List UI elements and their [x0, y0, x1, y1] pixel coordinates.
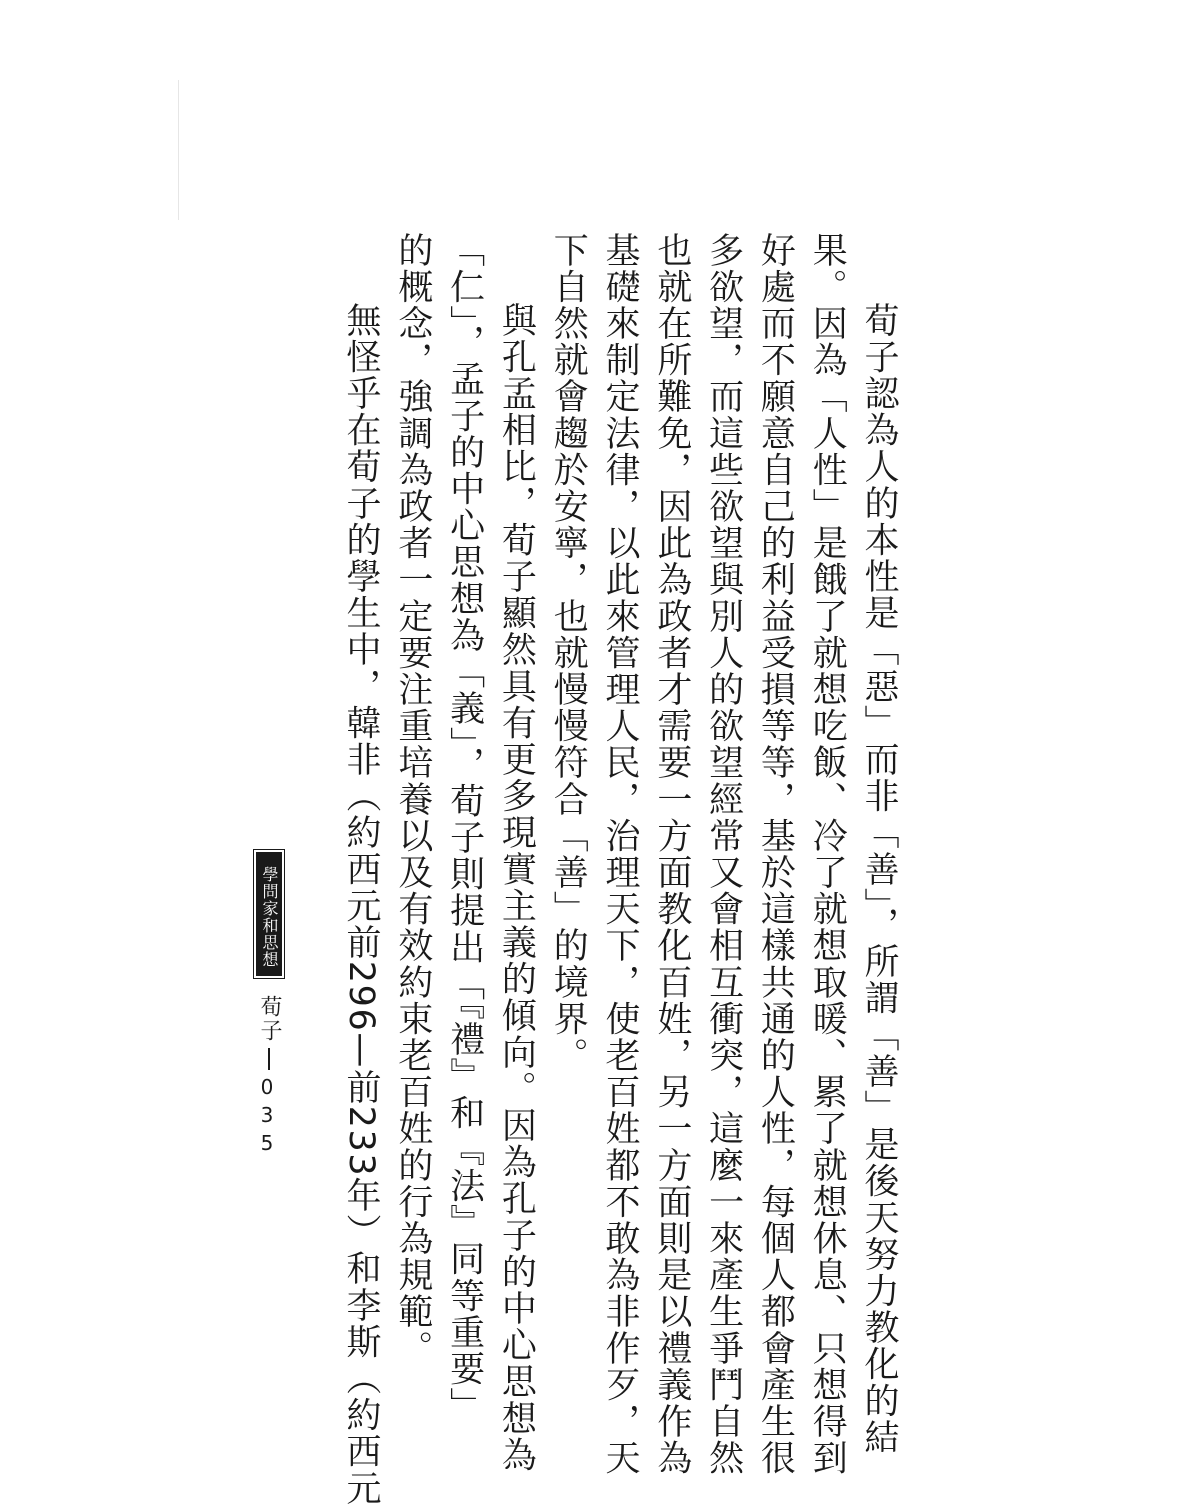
- paragraph-line: 無怪乎在荀子的學生中，韓非（約西元前296—前233年）和李斯（約西元: [341, 302, 382, 1507]
- paragraph-line: 基礎來制定法律，以此來管理人民，治理天下，使老百姓都不敢為非作歹，天: [600, 232, 641, 1477]
- paragraph-line: 的概念，強調為政者一定要注重培養以及有效約束老百姓的行為規範。: [392, 232, 433, 1367]
- paragraph-line: 好處而不願意自己的利益受損等等，基於這樣共通的人性，每個人都會產生很: [755, 232, 796, 1477]
- paragraph-line: 與孔孟相比，荀子顯然具有更多現實主義的傾向。因為孔子的中心思想為: [496, 302, 537, 1474]
- paragraph-line: 荀子認為人的本性是「惡」而非「善」，所謂「善」是後天努力教化的結: [859, 302, 899, 1456]
- paragraph-line: 「仁」，孟子的中心思想為「義」，荀子則提出「『禮』和『法』同等重要」: [444, 232, 485, 1424]
- chapter-separator: [268, 1048, 270, 1070]
- paragraph-line: 多欲望，而這些欲望與別人的欲望經常又會相互衝突，這麼一來產生爭鬥自然: [703, 232, 744, 1477]
- scan-edge-divider: [178, 80, 179, 220]
- paragraph-line: 果。因為「人性」是餓了就想吃飯、冷了就想取暖、累了就想休息、只想得到: [807, 232, 848, 1477]
- chapter-name: 荀子: [257, 995, 282, 1043]
- page-number: 035: [255, 1075, 279, 1159]
- paragraph-line: 也就在所難免，因此為政者才需要一方面教化百姓，另一方面則是以禮義作為: [651, 232, 692, 1477]
- body-text: [334, 232, 904, 1507]
- series-title-label: 學問家和思想家: [256, 852, 282, 976]
- paragraph-line: 下自然就會趨於安寧，也就慢慢符合「善」的境界。: [548, 232, 589, 1074]
